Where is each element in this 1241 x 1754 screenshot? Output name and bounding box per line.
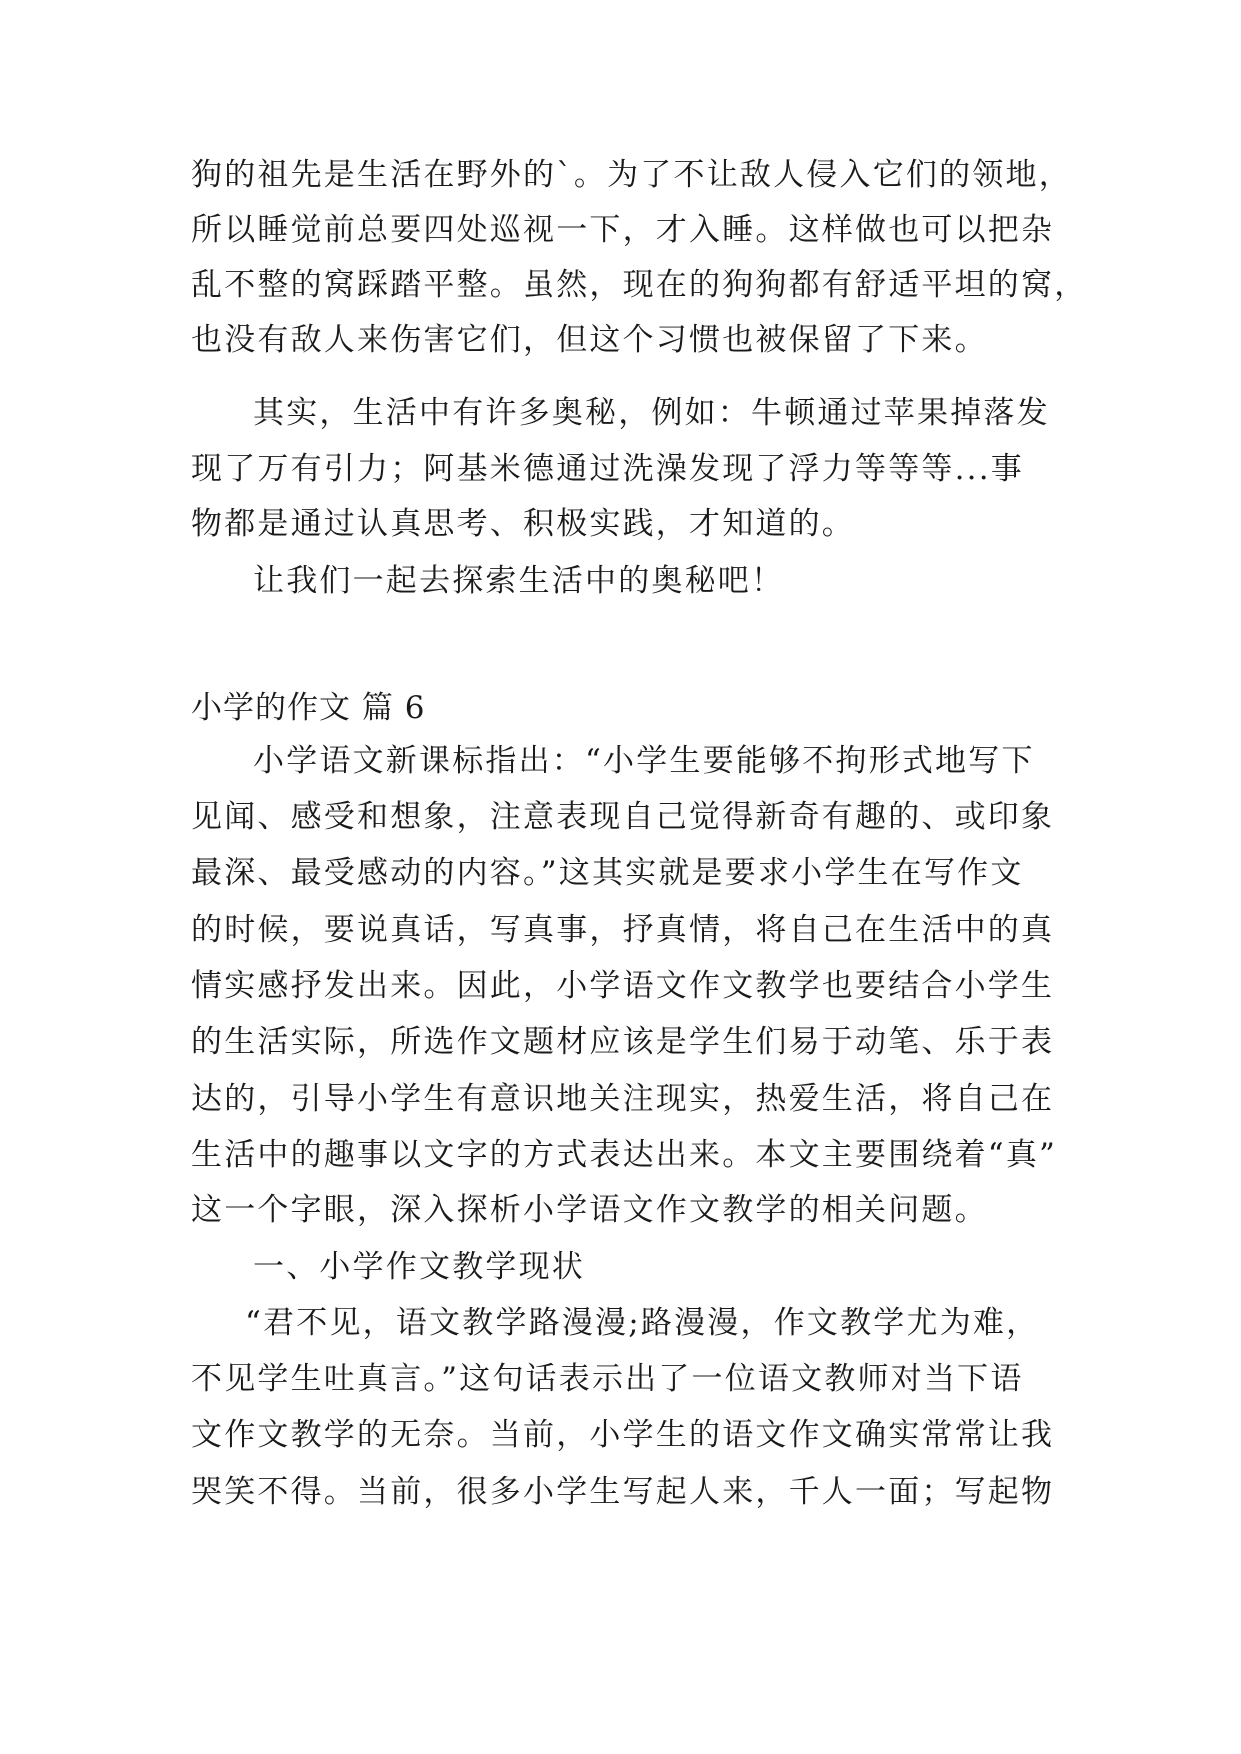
paragraph-line: 物都是通过认真思考、积极实践，才知道的。: [191, 506, 855, 542]
paragraph-line: 情实感抒发出来。因此，小学语文作文教学也要结合小学生: [191, 968, 1055, 1004]
paragraph-line: 其实，生活中有许多奥秘，例如：牛顿通过苹果掉落发: [253, 395, 1050, 431]
subsection-heading: 一、小学作文教学现状: [253, 1249, 585, 1285]
paragraph-line: 最深、最受感动的内容。”这其实就是要求小学生在写作文: [191, 855, 1024, 891]
paragraph-line: 这一个字眼，深入探析小学语文作文教学的相关问题。: [191, 1192, 988, 1228]
paragraph-line: 所以睡觉前总要四处巡视一下，才入睡。这样做也可以把杂: [191, 212, 1055, 248]
paragraph-line: “君不见，语文教学路漫漫;路漫漫，作文教学尤为难，: [245, 1305, 1040, 1341]
paragraph-line: 生活中的趣事以文字的方式表达出来。本文主要围绕着“真”: [191, 1137, 1058, 1173]
paragraph-line: 的生活实际，所选作文题材应该是学生们易于动笔、乐于表: [191, 1024, 1055, 1060]
paragraph-line: 见闻、感受和想象，注意表现自己觉得新奇有趣的、或印象: [191, 799, 1055, 835]
paragraph-line: 的时候，要说真话，写真事，抒真情，将自己在生活中的真: [191, 912, 1055, 948]
paragraph-line: 达的，引导小学生有意识地关注现实，热爱生活，将自己在: [191, 1081, 1055, 1117]
section-heading: 小学的作文 篇 6: [191, 690, 426, 726]
paragraph-line: 现了万有引力；阿基米德通过洗澡发现了浮力等等等...事: [191, 451, 1024, 487]
paragraph-line: 乱不整的窝踩踏平整。虽然，现在的狗狗都有舒适平坦的窝，: [191, 267, 1088, 303]
paragraph-line: 让我们一起去探索生活中的奥秘吧！: [253, 563, 785, 599]
paragraph-line: 文作文教学的无奈。当前，小学生的语文作文确实常常让我: [191, 1417, 1055, 1453]
paragraph-line: 小学语文新课标指出：“小学生要能够不拘形式地写下: [253, 743, 1035, 779]
paragraph-line: 哭笑不得。当前，很多小学生写起人来，千人一面；写起物: [191, 1474, 1055, 1510]
paragraph-line: 也没有敌人来伤害它们，但这个习惯也被保留了下来。: [191, 322, 988, 358]
paragraph-line: 狗的祖先是生活在野外的`。为了不让敌人侵入它们的领地，: [191, 157, 1072, 193]
paragraph-line: 不见学生吐真言。”这句话表示出了一位语文教师对当下语: [191, 1361, 1024, 1397]
